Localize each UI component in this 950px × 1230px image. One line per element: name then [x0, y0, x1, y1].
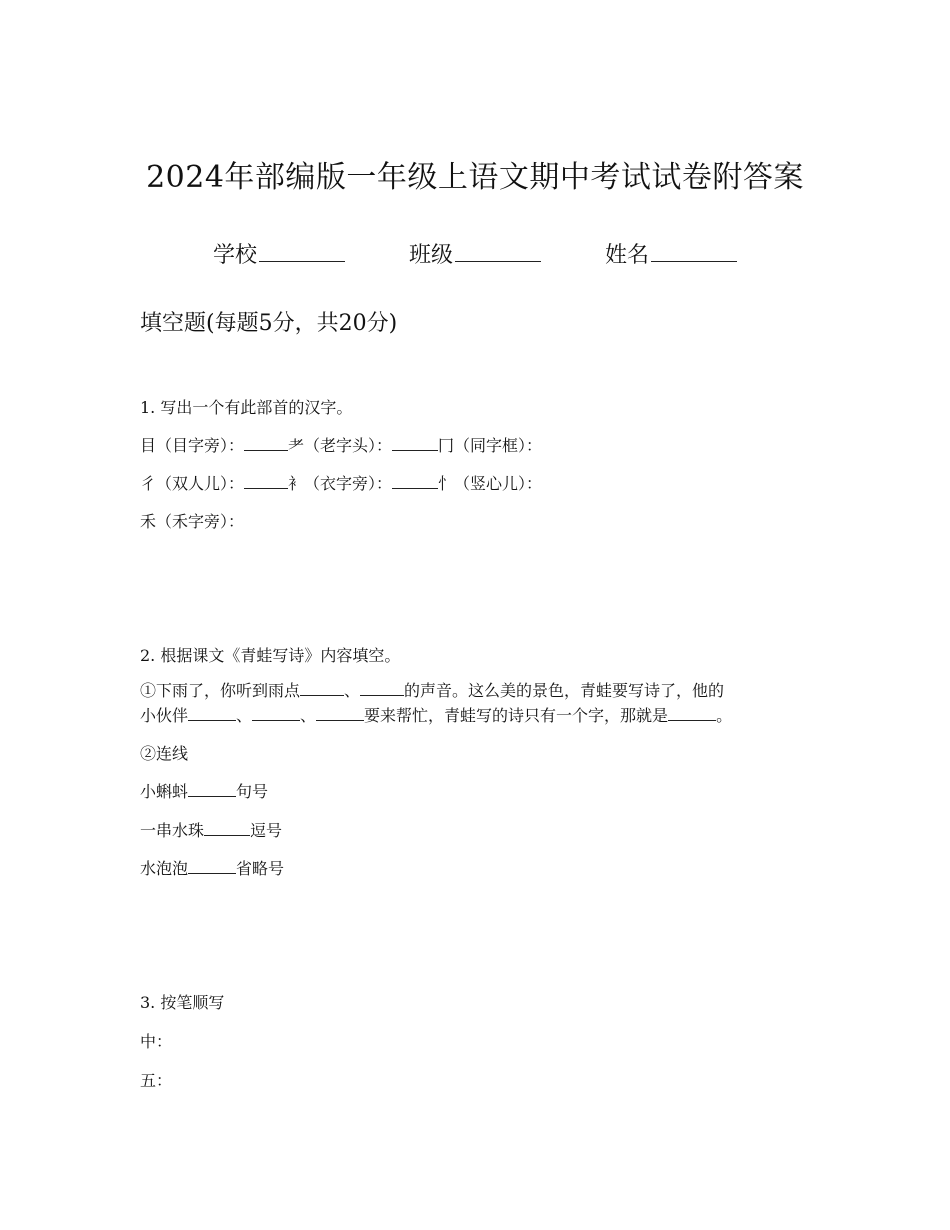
q2-text: 的声音。这么美的景色，青蛙要写诗了，他的: [404, 681, 725, 700]
school-field[interactable]: [213, 238, 345, 269]
q2-prompt: 2. 根据课文《青蛙写诗》内容填空。: [140, 646, 401, 665]
name-field[interactable]: [605, 238, 737, 269]
answer-blank[interactable]: [392, 472, 438, 489]
answer-blank[interactable]: [188, 704, 236, 721]
q2-text: 、: [300, 706, 317, 725]
section-title: 填空题(每题5分，共20分): [140, 311, 398, 336]
match-line[interactable]: [188, 857, 236, 874]
answer-blank[interactable]: [316, 704, 364, 721]
match-row: [140, 856, 284, 879]
answer-blank[interactable]: [360, 679, 404, 696]
match-left: 一串水珠: [140, 821, 205, 840]
q1-row-2: [140, 471, 542, 494]
q1-row-1: [140, 433, 542, 456]
q2-fill-paragraph: [140, 678, 820, 728]
radical-label: 冂（同字框）：: [438, 436, 543, 455]
class-blank[interactable]: [455, 241, 541, 262]
q2-text: 小伙伴: [140, 706, 189, 725]
name-label: 姓名: [605, 243, 650, 268]
radical-label: 目（目字旁）：: [140, 436, 245, 455]
class-label: 班级: [408, 243, 453, 268]
match-left: 小蝌蚪: [140, 782, 189, 801]
q1-row-3: [140, 509, 244, 532]
match-right: 省略号: [236, 859, 285, 878]
answer-blank[interactable]: [392, 434, 438, 451]
q2-line-2: [140, 703, 820, 728]
q2-text: 、: [236, 706, 253, 725]
q1-prompt: 1. 写出一个有此部首的汉字。: [140, 398, 353, 417]
radical-label: 耂（老字头）：: [288, 436, 393, 455]
class-field[interactable]: [409, 238, 541, 269]
answer-blank[interactable]: [300, 679, 344, 696]
school-label: 学校: [212, 243, 257, 268]
match-row: [140, 779, 268, 802]
answer-blank[interactable]: [244, 434, 288, 451]
name-blank[interactable]: [651, 241, 737, 262]
page-title: 2024年部编版一年级上语文期中考试试卷附答案: [146, 160, 804, 195]
q2-text: 、: [344, 681, 361, 700]
answer-blank[interactable]: [244, 472, 288, 489]
radical-label: 彳（双人儿）：: [140, 474, 245, 493]
student-info-row: [0, 238, 950, 269]
q3-item-wu: 五：: [140, 1071, 173, 1090]
match-row: [140, 818, 282, 841]
q2-text: 要来帮忙，青蛙写的诗只有一个字，那就是: [364, 706, 669, 725]
answer-blank[interactable]: [252, 704, 300, 721]
radical-label: 衤（衣字旁）：: [288, 474, 393, 493]
match-left: 水泡泡: [140, 859, 189, 878]
q2-text: ①下雨了，你听到雨点: [140, 681, 301, 700]
match-right: 句号: [236, 782, 269, 801]
match-line[interactable]: [188, 780, 236, 797]
q2-line-1: [140, 678, 820, 703]
radical-label: 禾（禾字旁）：: [140, 512, 245, 531]
q3-item-zhong: 中：: [140, 1032, 173, 1051]
q3-prompt: 3. 按笔顺写: [140, 993, 225, 1012]
answer-blank[interactable]: [668, 704, 716, 721]
q2-part2-label: ②连线: [140, 744, 189, 763]
match-line[interactable]: [204, 819, 250, 836]
school-blank[interactable]: [259, 241, 345, 262]
match-right: 逗号: [250, 821, 283, 840]
radical-label: 忄（竖心儿）：: [438, 474, 543, 493]
q2-text: 。: [716, 706, 733, 725]
